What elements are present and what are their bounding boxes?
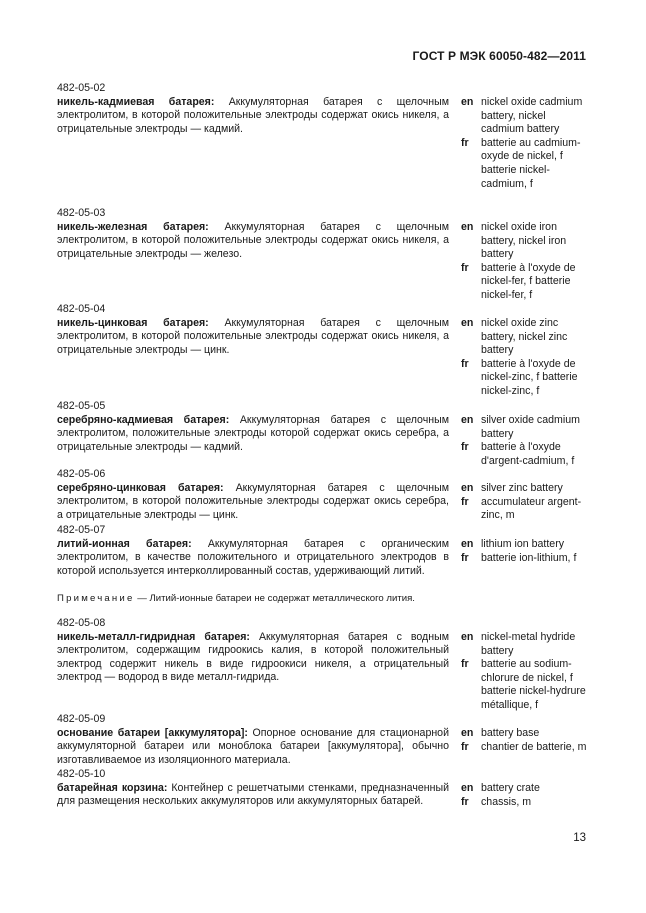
entry-definition bbox=[57, 538, 449, 579]
fr-equivalent: batterie au sodium-chlorure de nickel, f batterie nickel-hydrure métallique, f bbox=[481, 658, 586, 711]
term-entry bbox=[57, 617, 449, 685]
lang-en: en bbox=[461, 414, 474, 426]
document-header: ГОСТ Р МЭК 60050-482—2011 bbox=[412, 49, 586, 63]
lang-fr: fr bbox=[461, 551, 469, 564]
lang-fr: fr bbox=[461, 136, 469, 149]
equivalents bbox=[461, 96, 591, 191]
en-equivalent: nickel oxide iron battery, nickel iron battery bbox=[481, 221, 567, 261]
entry-definition bbox=[57, 96, 449, 137]
note bbox=[57, 592, 477, 605]
entry-number: 482-05-10 bbox=[57, 768, 106, 780]
entry-definition bbox=[57, 727, 449, 768]
en-equivalent: nickel oxide cadmium battery, nickel cadmium battery bbox=[481, 96, 583, 136]
term-name: литий-ионная батарея: bbox=[57, 537, 192, 550]
definition-text: Опорное основание для стационарной аккумуляторной батареи или моноблока батареи [аккумулятора], обычно изготавливаемое из изоляционного материала. bbox=[57, 726, 449, 766]
entry-number: 482-05-05 bbox=[57, 400, 106, 412]
entry-number: 482-05-06 bbox=[57, 468, 106, 480]
en-equivalent: silver oxide cadmium battery bbox=[481, 414, 580, 440]
lang-en: en bbox=[461, 221, 474, 233]
entry-number: 482-05-04 bbox=[57, 303, 106, 315]
equivalents bbox=[461, 221, 591, 303]
term-name: никель-железная батарея: bbox=[57, 220, 209, 233]
term-name: серебряно-кадмиевая батарея: bbox=[57, 413, 230, 426]
equivalents bbox=[461, 317, 591, 399]
entry-definition bbox=[57, 782, 449, 809]
equivalents bbox=[461, 727, 591, 754]
lang-fr: fr bbox=[461, 261, 469, 274]
entry-number: 482-05-02 bbox=[57, 82, 106, 94]
term-entry bbox=[57, 468, 449, 522]
entry-definition bbox=[57, 482, 449, 523]
term-entry bbox=[57, 400, 449, 454]
entry-definition bbox=[57, 414, 449, 455]
entry-definition bbox=[57, 221, 449, 262]
lang-en: en bbox=[461, 317, 474, 329]
equivalents bbox=[461, 414, 591, 468]
lang-fr: fr bbox=[461, 495, 469, 508]
page-number: 13 bbox=[573, 832, 586, 844]
lang-fr: fr bbox=[461, 658, 469, 671]
term-entry bbox=[57, 303, 449, 357]
en-equivalent: battery base bbox=[481, 727, 540, 739]
term-name: никель-кадмиевая батарея: bbox=[57, 95, 215, 108]
lang-en: en bbox=[461, 631, 474, 643]
term-name: никель-цинковая батарея: bbox=[57, 316, 209, 329]
fr-equivalent: batterie au cadmium-oxyde de nickel, f batterie nickel-cadmium, f bbox=[481, 136, 581, 190]
definition-text: Аккумуляторная батарея с щелочным электролитом, в которой положительные электроды содержат окись никеля, а отрицательные электроды — кадмий. bbox=[57, 95, 450, 135]
en-equivalent: nickel-metal hydride battery bbox=[481, 631, 576, 657]
term-entry bbox=[57, 207, 449, 261]
term-entry bbox=[57, 768, 449, 809]
equivalents bbox=[461, 538, 591, 565]
definition-text: Аккумуляторная батарея с щелочным электролитом, положительные электроды которой содержат окись серебра, а отрицательные электроды — кадмий. bbox=[57, 413, 449, 453]
term-entry bbox=[57, 524, 449, 578]
term-name: никель-металл-гидридная батарея: bbox=[57, 630, 250, 643]
lang-fr: fr bbox=[461, 357, 469, 370]
lang-en: en bbox=[461, 538, 474, 550]
entry-definition bbox=[57, 631, 449, 685]
entry-definition bbox=[57, 317, 449, 358]
en-equivalent: lithium ion battery bbox=[481, 538, 565, 550]
definition-text: Аккумуляторная батарея с органическим электролитом, в качестве положительного и отрицательного электродов в которой используется интерколлированный состав, удерживающий литий. bbox=[57, 537, 450, 577]
note-text: — Литий-ионные батареи не содержат металлического лития. bbox=[134, 593, 415, 604]
term-name: серебряно-цинковая батарея: bbox=[57, 481, 224, 494]
lang-fr: fr bbox=[461, 740, 469, 753]
lang-fr: fr bbox=[461, 795, 469, 808]
en-equivalent: nickel oxide zinc battery, nickel zinc battery bbox=[481, 317, 568, 357]
fr-equivalent: batterie à l'oxyde de nickel-zinc, f batterie nickel-zinc, f bbox=[481, 357, 578, 397]
entry-number: 482-05-09 bbox=[57, 713, 106, 725]
term-name: основание батареи [аккумулятора]: bbox=[57, 726, 248, 739]
definition-text: Аккумуляторная батарея с щелочным электролитом, в которой положительные электроды содержат окись никеля, а отрицательные электроды — цинк. bbox=[57, 316, 449, 356]
lang-en: en bbox=[461, 782, 474, 794]
entry-number: 482-05-08 bbox=[57, 617, 106, 629]
term-name: батарейная корзина: bbox=[57, 781, 168, 794]
term-entry bbox=[57, 82, 449, 136]
definition-text: Контейнер с решетчатыми стенками, предназначенный для размещения нескольких аккумуляторов или аккумуляторных батарей. bbox=[57, 781, 449, 808]
definition-text: Аккумуляторная батарея с щелочным электролитом, в которой положительные электроды содержат окись никеля, а отрицательные электроды — железо. bbox=[57, 220, 450, 260]
lang-en: en bbox=[461, 727, 474, 739]
fr-equivalent: chassis, m bbox=[481, 795, 532, 808]
lang-fr: fr bbox=[461, 441, 469, 454]
fr-equivalent: batterie à l'oxyde d'argent-cadmium, f bbox=[481, 441, 575, 467]
fr-equivalent: chantier de batterie, m bbox=[481, 740, 587, 753]
fr-equivalent: batterie à l'oxyde de nickel-fer, f batterie nickel-fer, f bbox=[481, 261, 576, 301]
entry-number: 482-05-03 bbox=[57, 207, 106, 219]
fr-equivalent: batterie ion-lithium, f bbox=[481, 551, 577, 564]
term-entry bbox=[57, 713, 449, 767]
equivalents bbox=[461, 482, 591, 523]
definition-text: Аккумуляторная батарея с щелочным электролитом, в которой положительные электроды содержат окись серебра, а отрицательные электроды — цинк. bbox=[57, 481, 450, 521]
lang-en: en bbox=[461, 96, 474, 108]
en-equivalent: battery crate bbox=[481, 782, 540, 794]
equivalents bbox=[461, 782, 591, 809]
lang-en: en bbox=[461, 482, 474, 494]
en-equivalent: silver zinc battery bbox=[481, 482, 563, 494]
note-label: Примечание bbox=[57, 593, 135, 604]
entry-number: 482-05-07 bbox=[57, 524, 106, 536]
fr-equivalent: accumulateur argent-zinc, m bbox=[481, 495, 582, 522]
equivalents bbox=[461, 631, 591, 713]
definition-text: Аккумуляторная батарея с водным электролитом, содержащим гидроокись калия, в которой положительный электрод содержит никель в виде гидроокиси никеля, а отрицательный электрод — водород в виде металл-гидрида. bbox=[57, 630, 449, 684]
